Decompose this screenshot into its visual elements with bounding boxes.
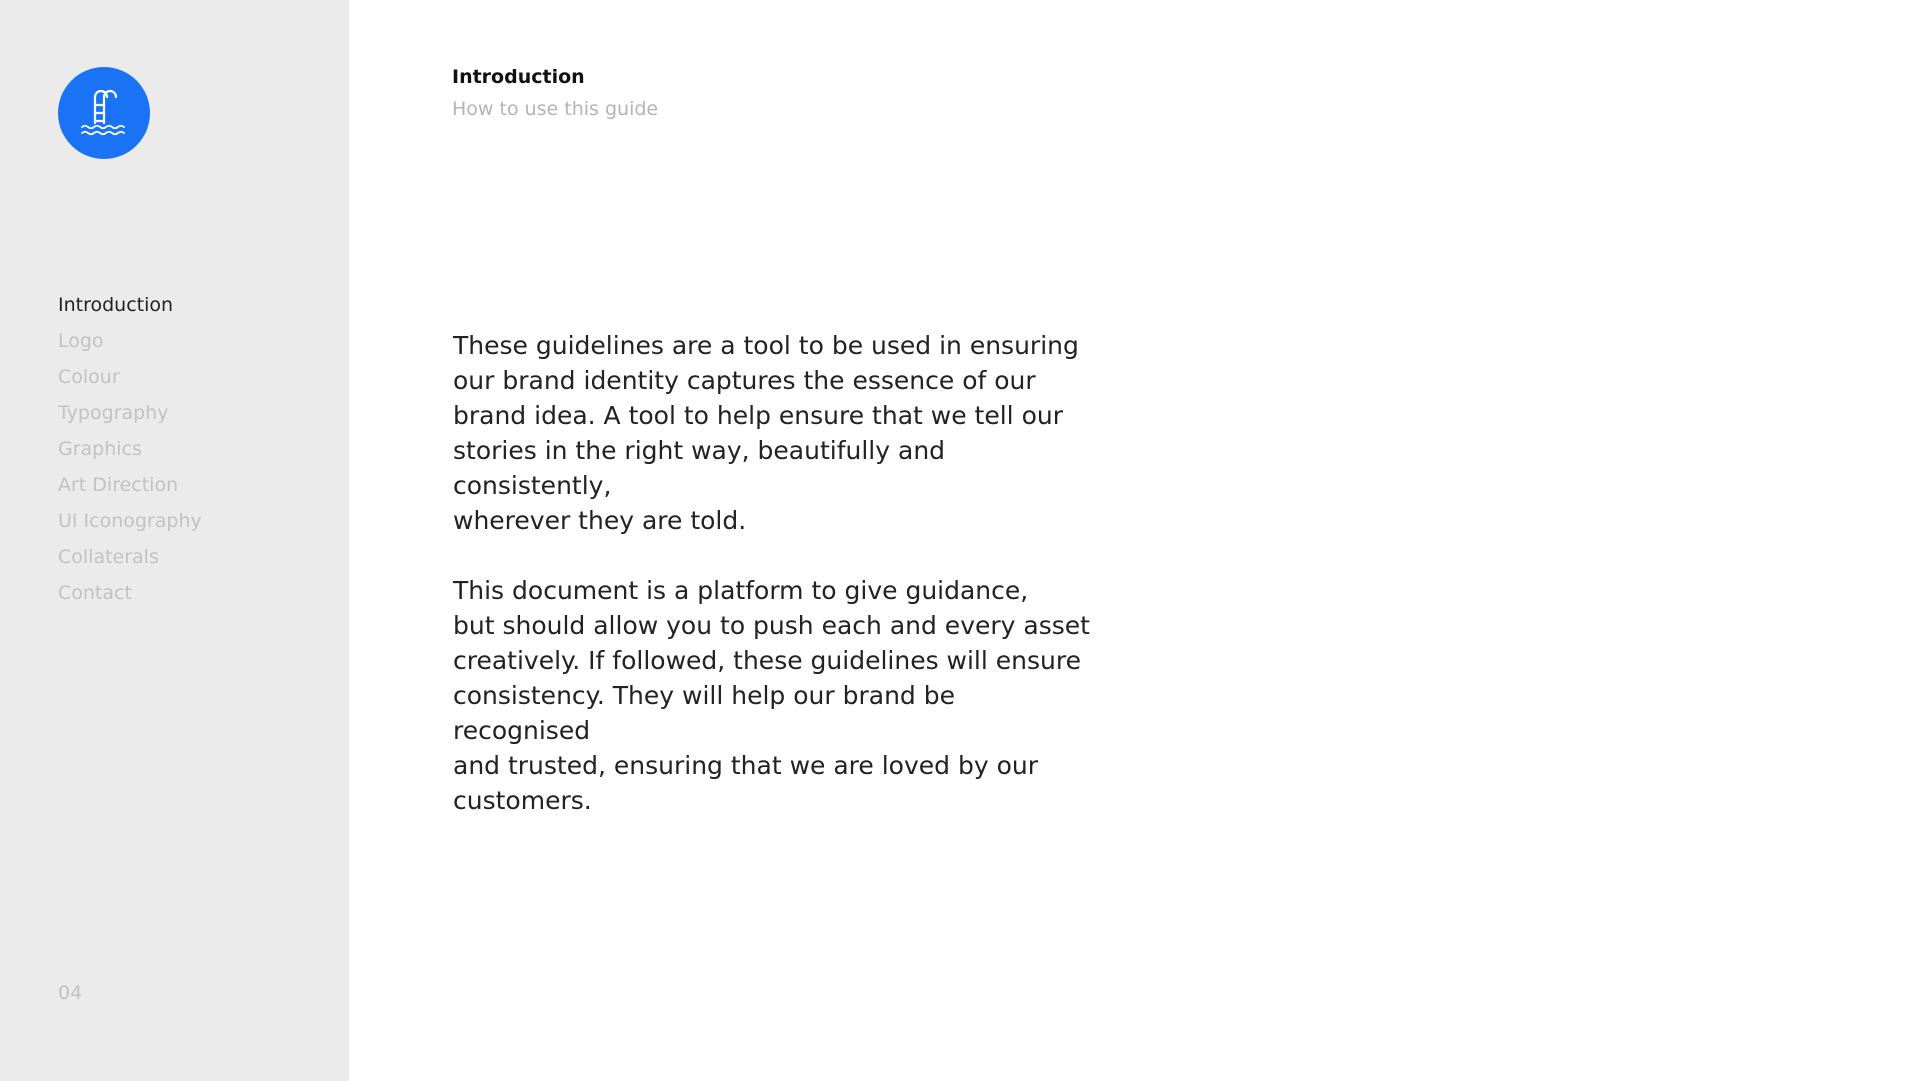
body-text (453, 328, 1093, 853)
sidebar-item-typography[interactable]: Typography (58, 402, 169, 424)
section-title: Introduction (452, 66, 585, 88)
sidebar (0, 0, 349, 1081)
sidebar-item-collaterals[interactable]: Collaterals (58, 546, 159, 568)
sidebar-nav (58, 287, 202, 611)
sidebar-item-ui-iconography[interactable]: UI Iconography (58, 510, 202, 532)
sidebar-item-colour[interactable]: Colour (58, 366, 120, 388)
sidebar-item-contact[interactable]: Contact (58, 582, 132, 604)
section-subtitle: How to use this guide (452, 98, 659, 120)
section-header (452, 64, 658, 122)
sidebar-item-art-direction[interactable]: Art Direction (58, 474, 179, 496)
body-paragraph-2: This document is a platform to give guidance, but should allow you to push each and every asset creatively. If followed, these guidelines will ensure consistency. They will help our brand be recognised and trusted, ensuring that we are loved by our customers. (453, 576, 1090, 815)
sidebar-item-introduction[interactable]: Introduction (58, 294, 174, 316)
brand-logo[interactable] (58, 67, 150, 159)
sidebar-item-graphics[interactable]: Graphics (58, 438, 142, 460)
body-paragraph-1: These guidelines are a tool to be used in ensuring our brand identity captures the essence of our brand idea. A tool to help ensure that we tell our stories in the right way, beautifully and consistently, wherever they are told. (453, 331, 1079, 535)
page-number: 04 (58, 982, 83, 1004)
sidebar-item-logo[interactable]: Logo (58, 330, 104, 352)
pool-ladder-icon (74, 83, 134, 143)
